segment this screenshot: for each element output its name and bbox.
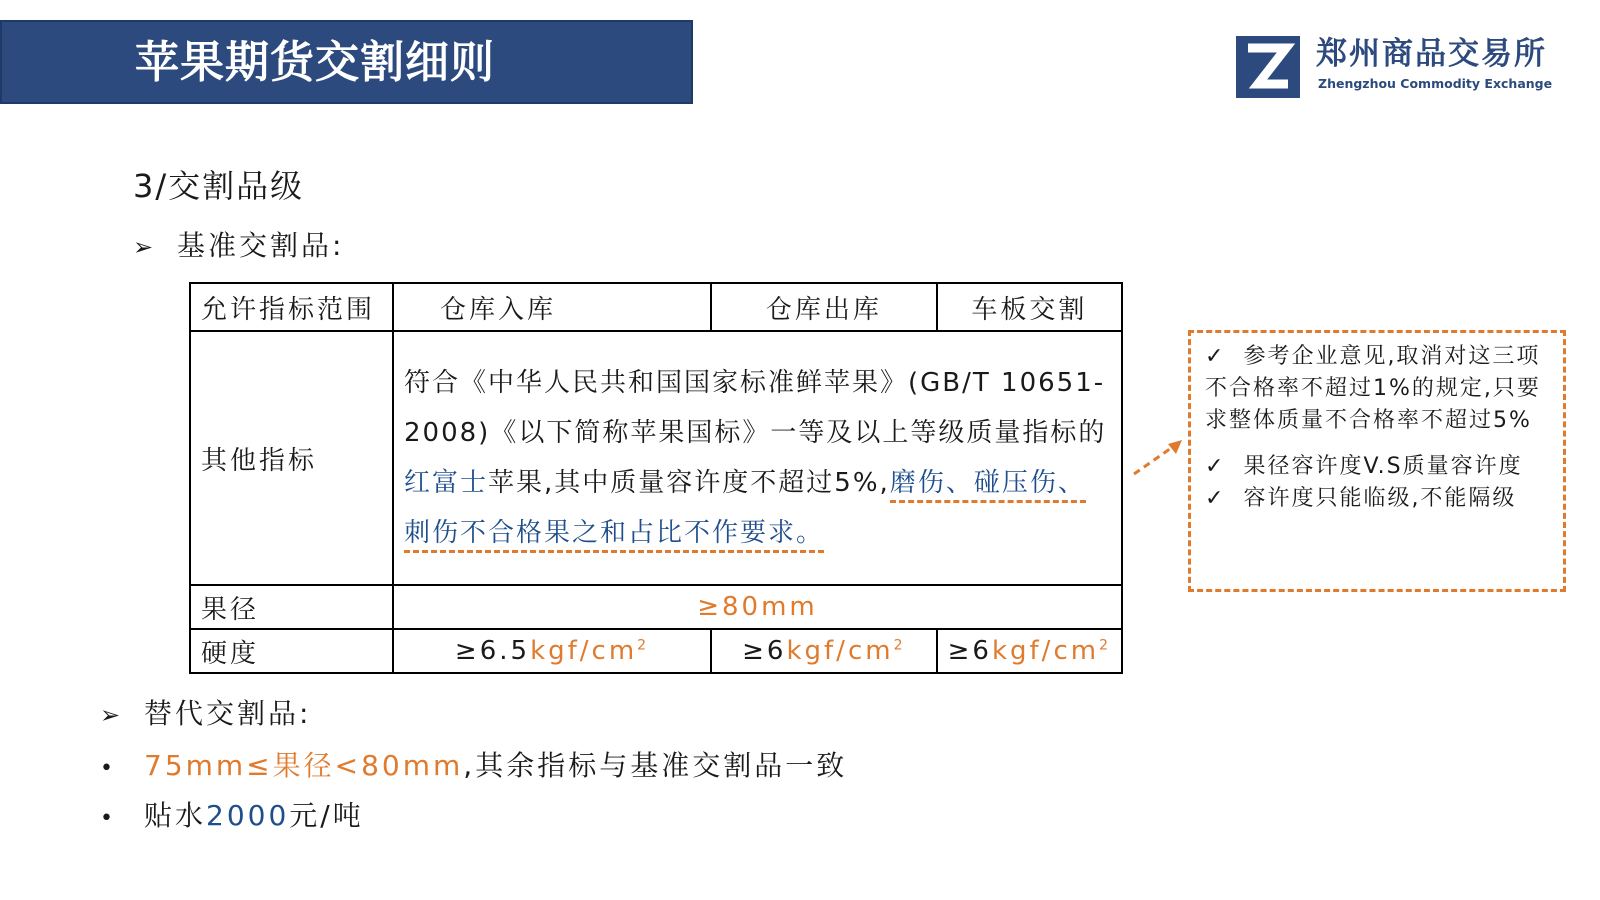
dashed-arrow-icon xyxy=(1130,438,1188,478)
page-title: 苹果期货交割细则 xyxy=(135,37,495,88)
other-indicators-text xyxy=(393,331,1122,585)
logo-name-cn: 郑州商品交易所 xyxy=(1316,36,1547,72)
benchmark-heading xyxy=(133,228,344,265)
dot-bullet-icon: • xyxy=(100,756,116,781)
benchmark-spec-table xyxy=(189,282,1123,674)
header-range: 允许指标范围 xyxy=(190,283,393,331)
fruit-size-label: 果径 xyxy=(190,585,393,629)
header-warehouse-in: 仓库入库 xyxy=(393,283,711,331)
section-title: 3/交割品级 xyxy=(133,167,305,205)
hardness-label: 硬度 xyxy=(190,629,393,673)
hardness-warehouse-in: $\ge 6.5kgf/cm^2$ xyxy=(393,629,711,673)
benchmark-label: 基准交割品: xyxy=(177,229,345,262)
check-icon: ✓ xyxy=(1205,486,1226,511)
header-truck-delivery: 车板交割 xyxy=(937,283,1122,331)
table-row-hardness xyxy=(190,629,1122,673)
dot-bullet-icon: • xyxy=(100,806,116,831)
substitute-size-range: 75mm≤果径<80mm xyxy=(144,749,464,782)
discount-prefix: 贴水 xyxy=(144,799,207,832)
other-text-defects: 磨伤、碰压伤、刺伤不合格果之和占比不作要求。 xyxy=(404,468,1086,553)
substitute-bullet-1 xyxy=(100,748,847,787)
note-item-2: ✓ 果径容许度V.S质量容许度 xyxy=(1205,454,1523,479)
table-row-other xyxy=(190,331,1122,585)
zce-logo-icon xyxy=(1236,36,1300,98)
check-icon: ✓ xyxy=(1205,344,1226,369)
discount-suffix: 元/吨 xyxy=(289,799,364,832)
substitute-size-rest: ,其余指标与基准交割品一致 xyxy=(463,749,848,782)
hardness-warehouse-out: $\ge 6kgf/cm^2$ xyxy=(711,629,937,673)
other-indicators-label: 其他指标 xyxy=(190,331,393,585)
title-bar xyxy=(0,20,693,104)
table-header-row xyxy=(190,283,1122,331)
note-item-1: ✓ 参考企业意见,取消对这三项不合格率不超过1%的规定,只要求整体质量不合格率不超过5% xyxy=(1205,344,1541,433)
other-text-part1: 符合《中华人民共和国国家标准鲜苹果》(GB/T 10651-2008)《以下简称苹果国标》一等及以上等级质量指标的 xyxy=(404,368,1107,448)
fruit-size-value: ≥80mm xyxy=(393,585,1122,629)
substitute-label: 替代交割品: xyxy=(144,697,312,730)
header-warehouse-out: 仓库出库 xyxy=(711,283,937,331)
substitute-heading xyxy=(100,696,311,733)
exchange-logo xyxy=(1236,34,1576,102)
logo-name-en: Zhengzhou Commodity Exchange xyxy=(1318,76,1553,91)
table-row-fruit-size xyxy=(190,585,1122,629)
discount-amount: 2000 xyxy=(206,799,290,832)
notes-callout xyxy=(1188,330,1566,592)
arrow-bullet-icon: ➢ xyxy=(100,701,124,729)
hardness-truck: $\ge 6kgf/cm^2$ xyxy=(937,629,1122,673)
other-text-variety: 红富士 xyxy=(404,468,489,498)
substitute-bullet-2 xyxy=(100,798,364,837)
note-item-3: ✓ 容许度只能临级,不能隔级 xyxy=(1205,486,1517,511)
other-text-part2: 苹果,其中质量容许度不超过5%, xyxy=(488,468,890,498)
check-icon: ✓ xyxy=(1205,454,1226,479)
arrow-bullet-icon: ➢ xyxy=(133,233,157,261)
